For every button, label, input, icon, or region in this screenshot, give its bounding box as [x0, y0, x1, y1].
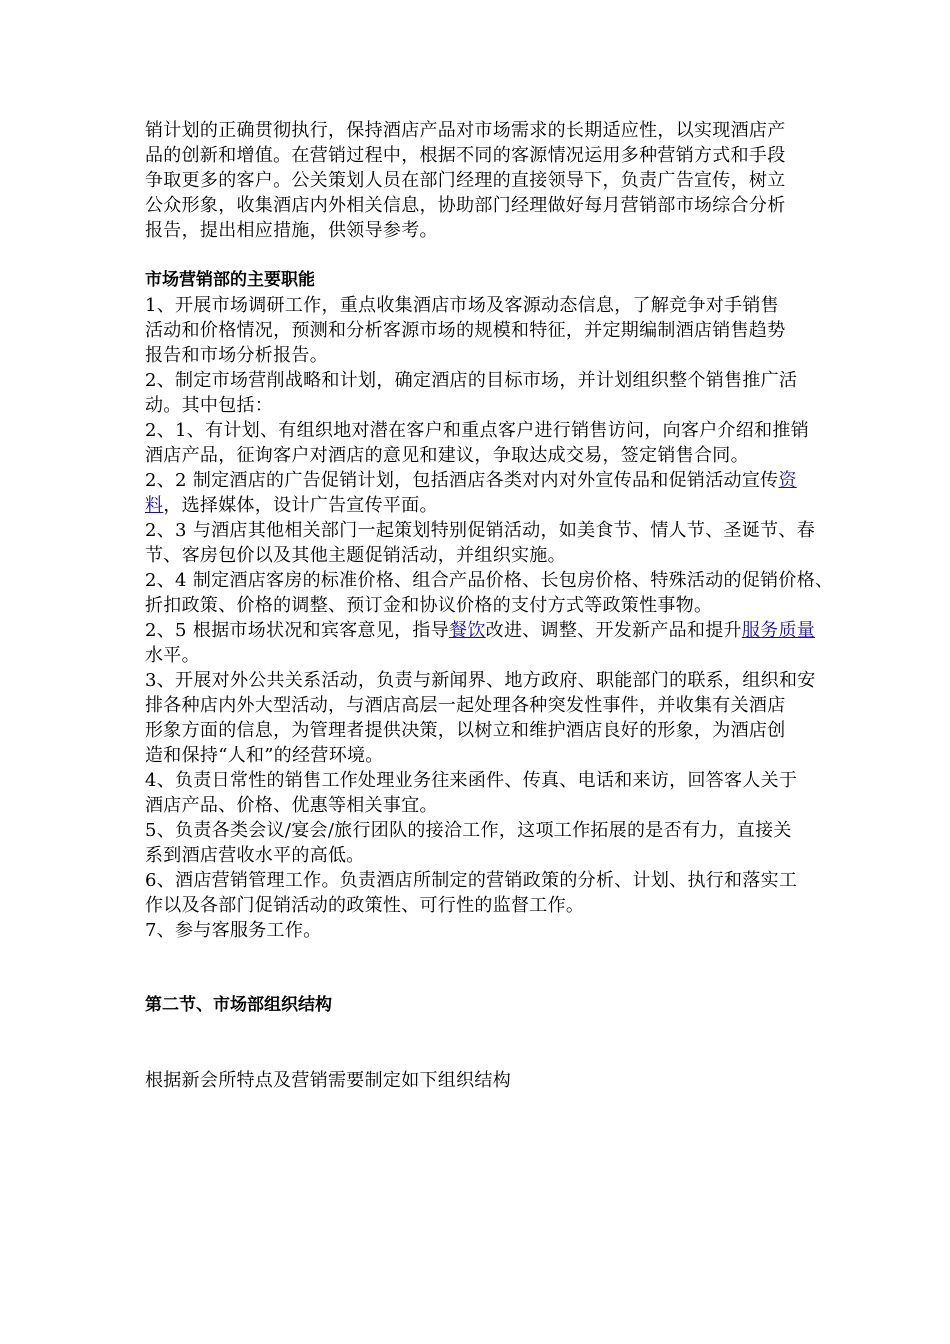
function-line: 酒店产品，征询客户对酒店的意见和建议，争取达成交易，签定销售合同。: [145, 445, 749, 466]
intro-line: 报告，提出相应措施，供领导参考。: [145, 220, 438, 241]
functions-list: [145, 293, 834, 943]
function-text: 改进、调整、开发新产品和提升: [485, 620, 742, 641]
function-line: [145, 493, 825, 518]
function-line: 2、4 制定酒店客房的标准价格、组合产品价格、长包房价格、特殊活动的促销价格、: [145, 570, 834, 591]
ziliao-link-part1[interactable]: 资: [778, 470, 797, 491]
function-line: 5、负责各类会议/宴会/旅行团队的接洽工作，这项工作拓展的是否有力，直接关: [145, 820, 792, 841]
function-line: 2、3 与酒店其他相关部门一起策划特别促销活动，如美食节、情人节、圣诞节、春: [145, 520, 816, 541]
intro-line: 争取更多的客户。公关策划人员在部门经理的直接领导下，负责广告宣传，树立: [145, 170, 786, 191]
function-line: 水平。: [145, 645, 200, 666]
function-line: 3、开展对外公共关系活动，负责与新闻界、地方政府、职能部门的联系，组织和安: [145, 670, 816, 691]
function-line: 6、酒店营销管理工作。负责酒店所制定的营销政策的分析、计划、执行和落实工: [145, 870, 798, 891]
function-line: 2、制定市场营削战略和计划，确定酒店的目标市场，并计划组织整个销售推广活: [145, 370, 798, 391]
function-text: 2、2 制定酒店的广告促销计划，包括酒店各类对内对外宣传品和促销活动宣传: [145, 470, 779, 491]
function-line: 2、1、有计划、有组织地对潜在客户和重点客户进行销售访问，向客户介绍和推销: [145, 420, 810, 441]
intro-line: 销计划的正确贯彻执行，保持酒店产品对市场需求的长期适应性，以实现酒店产: [145, 120, 786, 141]
document-page: [145, 118, 834, 1093]
function-line: 报告和市场分析报告。: [145, 345, 328, 366]
function-line: 节、客房包价以及其他主题促销活动，并组织实施。: [145, 545, 566, 566]
canyin-link[interactable]: 餐饮: [449, 620, 486, 641]
functions-heading: 市场营销部的主要职能: [145, 270, 315, 290]
intro-paragraph: [145, 118, 825, 243]
function-line: 作以及各部门促销活动的政策性、可行性的监督工作。: [145, 895, 585, 916]
function-line: 系到酒店营收水平的高低。: [145, 845, 365, 866]
function-text: ，选择媒体，设计广告宣传平面。: [163, 495, 438, 516]
function-line: 动。其中包括：: [145, 395, 274, 416]
function-line: [145, 618, 825, 643]
spacer: [145, 1018, 825, 1068]
ziliao-link-part2[interactable]: 料: [145, 495, 164, 516]
function-line: 活动和价格情况，预测和分析客源市场的规模和特征，并定期编制酒店销售趋势: [145, 320, 786, 341]
spacer: [145, 943, 825, 993]
intro-line: 品的创新和增值。在营销过程中，根据不同的客源情况运用多种营销方式和手段: [145, 145, 786, 166]
function-line: 7、参与客服务工作。: [145, 920, 322, 941]
section2-heading: 第二节、市场部组织结构: [145, 995, 332, 1015]
intro-line: 公众形象，收集酒店内外相关信息，协助部门经理做好每月营销部市场综合分析: [145, 195, 786, 216]
service-quality-link[interactable]: 服务质量: [741, 620, 816, 641]
function-line: 1、开展市场调研工作，重点收集酒店市场及客源动态信息，了解竞争对手销售: [145, 295, 779, 316]
function-line: 4、负责日常性的销售工作处理业务往来函件、传真、电话和来访，回答客人关于: [145, 770, 798, 791]
function-text: 2、5 根据市场状况和宾客意见，指导: [145, 620, 450, 641]
function-line: 排各种店内外大型活动，与酒店高层一起处理各种突发性事件，并收集有关酒店: [145, 695, 786, 716]
function-line: 造和保持“人和”的经营环境。: [145, 745, 384, 766]
function-line: 酒店产品、价格、优惠等相关事宜。: [145, 795, 438, 816]
spacer: [145, 243, 825, 268]
function-line: 形象方面的信息，为管理者提供决策，以树立和维护酒店良好的形象，为酒店创: [145, 720, 786, 741]
function-line: 折扣政策、价格的调整、预订金和协议价格的支付方式等政策性事物。: [145, 595, 713, 616]
section2-text: 根据新会所特点及营销需要制定如下组织结构: [145, 1070, 511, 1091]
function-line: [145, 468, 825, 493]
